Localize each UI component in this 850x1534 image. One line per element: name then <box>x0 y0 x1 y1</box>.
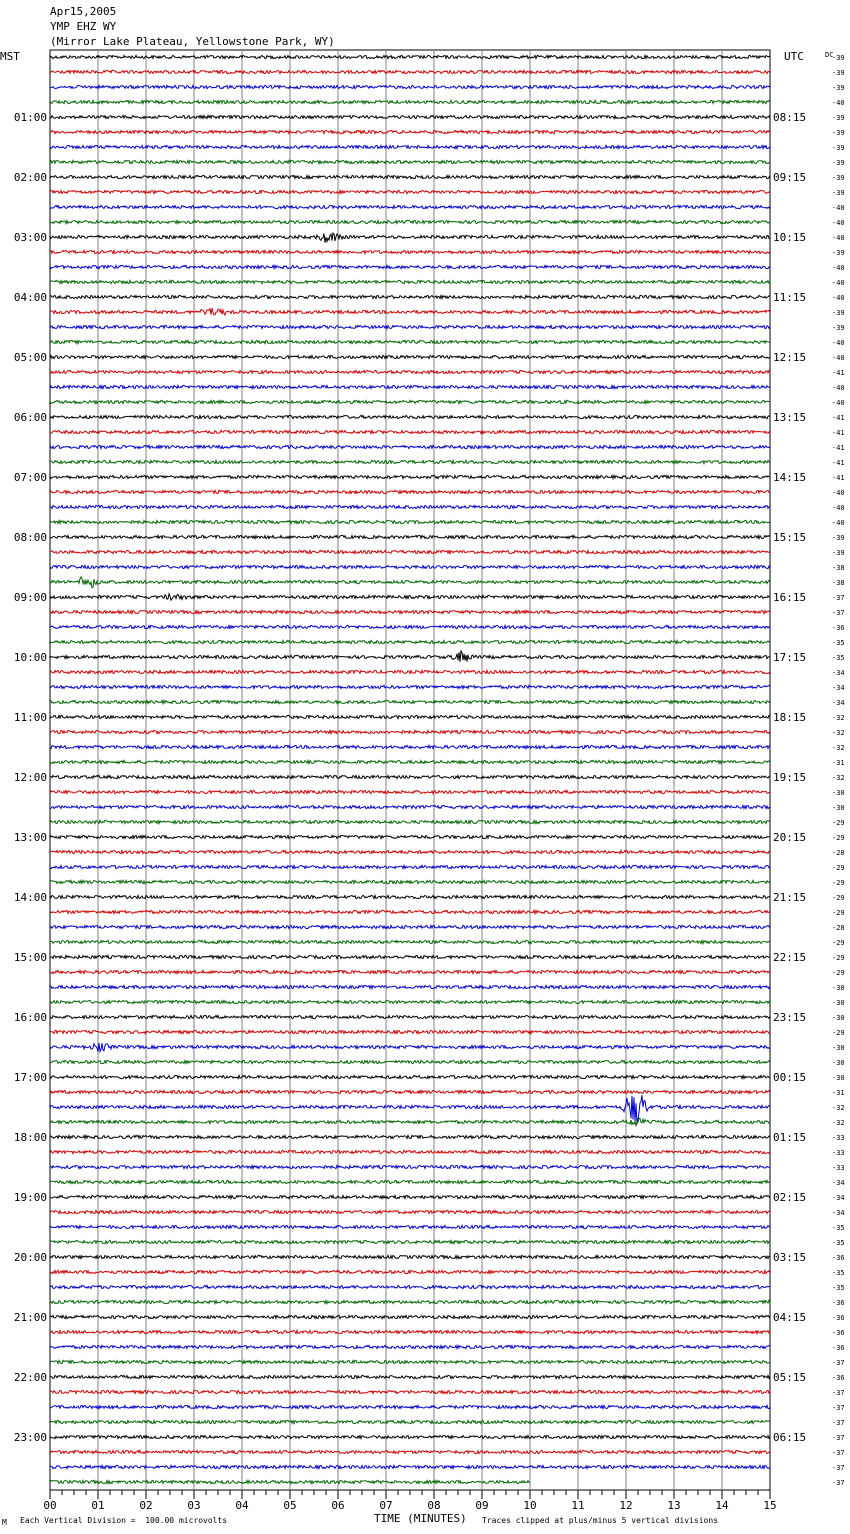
seismic-trace <box>50 70 770 73</box>
seismic-trace <box>50 565 770 568</box>
x-tick-label: 12 <box>619 1499 633 1512</box>
seismic-trace <box>50 130 770 133</box>
mst-hour-label: 01:00 <box>13 111 47 124</box>
dc-offset-label: -29 <box>832 954 845 962</box>
mst-hour-label: 13:00 <box>13 831 47 844</box>
seismic-trace <box>50 1390 770 1393</box>
seismic-trace <box>50 475 770 478</box>
dc-offset-label: -40 <box>832 234 845 242</box>
mst-hour-label: 20:00 <box>13 1251 47 1264</box>
dc-offset-label: -35 <box>832 1224 845 1232</box>
seismic-trace <box>50 910 770 913</box>
dc-offset-label: -37 <box>832 609 845 617</box>
mst-hour-label: 06:00 <box>13 411 47 424</box>
seismic-trace <box>50 1300 770 1303</box>
corner-mark: M <box>2 1518 7 1527</box>
seismic-trace <box>50 594 770 600</box>
seismic-trace <box>50 760 770 763</box>
utc-hour-label: 14:15 <box>773 471 807 484</box>
dc-offset-label: -29 <box>832 834 845 842</box>
dc-offset-label: -39 <box>832 534 845 542</box>
seismic-trace <box>50 1165 770 1168</box>
dc-offset-label: -40 <box>832 204 845 212</box>
dc-offset-label: -34 <box>832 699 845 707</box>
seismic-trace <box>50 1375 770 1378</box>
x-tick-label: 08 <box>427 1499 441 1512</box>
dc-offset-label: -40 <box>832 399 845 407</box>
seismic-trace <box>50 835 770 838</box>
dc-offset-label: -41 <box>832 369 845 377</box>
dc-offset-label: -41 <box>832 474 845 482</box>
seismic-trace <box>50 1240 770 1243</box>
dc-offset-label: -40 <box>832 294 845 302</box>
seismic-trace <box>50 880 770 883</box>
seismic-trace <box>50 85 770 88</box>
dc-offset-label: -37 <box>832 1479 845 1487</box>
x-tick-label: 01 <box>91 1499 105 1512</box>
seismic-trace <box>50 190 770 193</box>
seismic-trace <box>50 250 770 253</box>
seismic-trace <box>50 1000 770 1003</box>
utc-hour-label: 08:15 <box>773 111 807 124</box>
seismic-trace <box>50 1360 770 1363</box>
dc-offset-label: -40 <box>832 519 845 527</box>
dc-offset-label: -36 <box>832 1299 845 1307</box>
seismic-trace <box>50 1015 770 1018</box>
seismic-trace <box>50 115 770 118</box>
seismic-trace <box>50 460 770 463</box>
seismic-trace <box>50 430 770 433</box>
mst-hour-label: 21:00 <box>13 1311 47 1324</box>
seismic-trace <box>50 160 770 163</box>
seismic-trace <box>50 1118 770 1126</box>
dc-offset-label: -37 <box>832 594 845 602</box>
seismic-trace <box>50 850 770 853</box>
dc-offset-label: -39 <box>832 69 845 77</box>
x-tick-label: 14 <box>715 1499 729 1512</box>
utc-hour-label: 04:15 <box>773 1311 807 1324</box>
dc-offset-label: -28 <box>832 924 845 932</box>
dc-offset-label: -41 <box>832 444 845 452</box>
dc-offset-label: -40 <box>832 489 845 497</box>
seismic-trace <box>50 1420 770 1423</box>
mst-hour-label: 04:00 <box>13 291 47 304</box>
mst-hour-label: 23:00 <box>13 1431 47 1444</box>
mst-hour-label: 19:00 <box>13 1191 47 1204</box>
dc-offset-label: -40 <box>832 384 845 392</box>
seismic-trace <box>50 340 770 343</box>
utc-hour-label: 15:15 <box>773 531 807 544</box>
utc-hour-label: 00:15 <box>773 1071 807 1084</box>
utc-hour-label: 12:15 <box>773 351 807 364</box>
seismic-trace <box>50 1210 770 1213</box>
seismic-trace <box>50 445 770 448</box>
dc-offset-label: -28 <box>832 849 845 857</box>
dc-offset-label: -40 <box>832 354 845 362</box>
seismic-trace <box>50 520 770 523</box>
seismic-trace <box>50 925 770 928</box>
dc-offset-label: -36 <box>832 624 845 632</box>
dc-offset-label: -37 <box>832 1404 845 1412</box>
x-tick-label: 10 <box>523 1499 537 1512</box>
dc-offset-label: -36 <box>832 1254 845 1262</box>
dc-offset-label: -31 <box>832 759 845 767</box>
dc-offset-label: -39 <box>832 549 845 557</box>
dc-offset-label: -32 <box>832 1104 845 1112</box>
seismic-trace <box>50 308 770 315</box>
seismic-trace <box>50 505 770 508</box>
utc-hour-label: 21:15 <box>773 891 807 904</box>
dc-offset-label: -35 <box>832 1284 845 1292</box>
dc-offset-label: -35 <box>832 1269 845 1277</box>
seismic-trace <box>50 550 770 553</box>
dc-offset-label: -38 <box>832 579 845 587</box>
x-axis-title: TIME (MINUTES) <box>374 1512 467 1525</box>
dc-header-label: DC <box>825 51 834 59</box>
utc-hour-label: 11:15 <box>773 291 807 304</box>
seismic-trace <box>50 1090 770 1093</box>
seismic-trace <box>50 385 770 388</box>
seismic-trace <box>50 280 770 283</box>
seismic-trace <box>50 100 770 103</box>
mst-hour-label: 14:00 <box>13 891 47 904</box>
dc-offset-label: -30 <box>832 984 845 992</box>
dc-offset-label: -37 <box>832 1389 845 1397</box>
dc-offset-label: -35 <box>832 639 845 647</box>
dc-offset-label: -30 <box>832 1014 845 1022</box>
utc-hour-label: 18:15 <box>773 711 807 724</box>
seismic-trace <box>50 685 770 688</box>
seismic-trace <box>50 865 770 868</box>
dc-offset-label: -37 <box>832 1449 845 1457</box>
dc-offset-label: -34 <box>832 669 845 677</box>
utc-hour-label: 16:15 <box>773 591 807 604</box>
seismic-trace <box>50 640 770 643</box>
dc-offset-label: -40 <box>832 504 845 512</box>
utc-hour-label: 20:15 <box>773 831 807 844</box>
seismic-trace <box>50 490 770 493</box>
x-tick-label: 06 <box>331 1499 345 1512</box>
seismic-trace <box>50 715 770 718</box>
x-tick-label: 07 <box>379 1499 393 1512</box>
utc-hour-label: 03:15 <box>773 1251 807 1264</box>
dc-offset-label: -30 <box>832 804 845 812</box>
seismic-trace <box>50 577 770 588</box>
scale-note: Each Vertical Division = 100.00 microvolts <box>20 1516 228 1525</box>
dc-offset-label: -29 <box>832 894 845 902</box>
seismic-trace <box>50 1255 770 1258</box>
dc-offset-label: -29 <box>832 969 845 977</box>
seismic-trace <box>50 1150 770 1153</box>
seismic-trace <box>50 940 770 943</box>
station-code: YMP EHZ WY <box>50 20 117 33</box>
seismic-trace <box>50 1060 770 1063</box>
seismic-trace <box>50 1225 770 1228</box>
seismic-trace <box>50 233 770 243</box>
right-timezone-label: UTC <box>784 50 804 63</box>
dc-offset-label: -40 <box>832 219 845 227</box>
dc-offset-label: -39 <box>832 309 845 317</box>
seismic-trace <box>50 205 770 208</box>
seismic-trace <box>50 145 770 148</box>
dc-offset-label: -33 <box>832 1134 845 1142</box>
mst-hour-label: 05:00 <box>13 351 47 364</box>
mst-hour-label: 15:00 <box>13 951 47 964</box>
plot-date: Apr15,2005 <box>50 5 117 18</box>
dc-offset-label: -37 <box>832 1359 845 1367</box>
dc-offset-label: -30 <box>832 789 845 797</box>
dc-offset-label: -36 <box>832 1314 845 1322</box>
dc-offset-label: -32 <box>832 1119 845 1127</box>
seismic-trace <box>50 1135 770 1138</box>
dc-offset-label: -29 <box>832 939 845 947</box>
seismic-trace <box>50 1315 770 1318</box>
mst-hour-label: 09:00 <box>13 591 47 604</box>
dc-offset-label: -41 <box>832 429 845 437</box>
utc-hour-label: 01:15 <box>773 1131 807 1144</box>
x-tick-label: 03 <box>187 1499 201 1512</box>
dc-offset-label: -40 <box>832 279 845 287</box>
seismic-trace <box>50 400 770 403</box>
dc-offset-label: -37 <box>832 1434 845 1442</box>
mst-hour-label: 16:00 <box>13 1011 47 1024</box>
dc-offset-label: -38 <box>832 564 845 572</box>
seismic-trace <box>50 1285 770 1288</box>
mst-hour-label: 17:00 <box>13 1071 47 1084</box>
utc-hour-label: 02:15 <box>773 1191 807 1204</box>
seismic-trace <box>50 1330 770 1333</box>
dc-offset-label: -30 <box>832 1074 845 1082</box>
utc-hour-label: 17:15 <box>773 651 807 664</box>
seismic-trace <box>50 1465 770 1468</box>
dc-offset-label: -29 <box>832 864 845 872</box>
mst-hour-label: 22:00 <box>13 1371 47 1384</box>
dc-offset-label: -37 <box>832 1464 845 1472</box>
x-tick-label: 04 <box>235 1499 249 1512</box>
dc-offset-label: -35 <box>832 1239 845 1247</box>
dc-offset-label: -39 <box>832 129 845 137</box>
mst-hour-label: 12:00 <box>13 771 47 784</box>
left-timezone-label: MST <box>0 50 20 63</box>
seismic-trace <box>50 970 770 973</box>
dc-offset-label: -41 <box>832 459 845 467</box>
dc-offset-label: -39 <box>832 174 845 182</box>
mst-hour-label: 08:00 <box>13 531 47 544</box>
dc-offset-label: -34 <box>832 1194 845 1202</box>
seismic-trace <box>50 370 770 373</box>
seismic-trace <box>50 1075 770 1078</box>
mst-hour-label: 10:00 <box>13 651 47 664</box>
dc-offset-label: -32 <box>832 774 845 782</box>
seismic-trace <box>50 730 770 733</box>
mst-hour-label: 03:00 <box>13 231 47 244</box>
mst-hour-label: 02:00 <box>13 171 47 184</box>
seismic-trace <box>50 1030 770 1033</box>
seismic-trace <box>50 325 770 328</box>
dc-offset-label: -32 <box>832 729 845 737</box>
seismic-trace <box>50 651 770 662</box>
seismic-trace <box>50 895 770 898</box>
dc-offset-label: -35 <box>832 654 845 662</box>
seismic-trace <box>50 790 770 793</box>
seismic-trace <box>50 1270 770 1273</box>
clip-note: Traces clipped at plus/minus 5 vertical divisions <box>482 1516 719 1525</box>
dc-offset-label: -36 <box>832 1344 845 1352</box>
x-tick-label: 15 <box>763 1499 777 1512</box>
seismic-trace <box>50 1180 770 1183</box>
seismic-trace <box>50 295 770 298</box>
seismic-trace <box>50 805 770 808</box>
seismic-trace <box>50 1195 770 1198</box>
dc-offset-label: -39 <box>832 324 845 332</box>
seismic-trace <box>50 1043 770 1052</box>
utc-hour-label: 10:15 <box>773 231 807 244</box>
dc-offset-label: -34 <box>832 1209 845 1217</box>
dc-offset-label: -29 <box>832 909 845 917</box>
dc-offset-label: -30 <box>832 999 845 1007</box>
x-tick-label: 09 <box>475 1499 489 1512</box>
dc-offset-label: -41 <box>832 414 845 422</box>
seismic-trace <box>50 1405 770 1408</box>
dc-offset-label: -39 <box>832 249 845 257</box>
x-tick-label: 02 <box>139 1499 153 1512</box>
seismic-trace <box>50 670 770 673</box>
dc-offset-label: -33 <box>832 1149 845 1157</box>
mst-hour-label: 07:00 <box>13 471 47 484</box>
seismic-trace <box>50 1450 770 1453</box>
seismic-trace <box>50 220 770 223</box>
utc-hour-label: 22:15 <box>773 951 807 964</box>
mst-hour-label: 11:00 <box>13 711 47 724</box>
seismic-trace <box>50 625 770 628</box>
utc-hour-label: 06:15 <box>773 1431 807 1444</box>
utc-hour-label: 05:15 <box>773 1371 807 1384</box>
seismic-trace <box>50 535 770 538</box>
utc-hour-label: 13:15 <box>773 411 807 424</box>
dc-offset-label: -29 <box>832 819 845 827</box>
seismic-trace <box>50 1095 770 1124</box>
dc-offset-label: -30 <box>832 1059 845 1067</box>
dc-offset-label: -30 <box>832 1044 845 1052</box>
dc-offset-label: -32 <box>832 714 845 722</box>
dc-offset-label: -32 <box>832 744 845 752</box>
station-location: (Mirror Lake Plateau, Yellowstone Park, WY) <box>50 35 335 48</box>
dc-offset-label: -40 <box>832 264 845 272</box>
dc-offset-label: -39 <box>832 159 845 167</box>
utc-hour-label: 19:15 <box>773 771 807 784</box>
seismic-trace <box>50 745 770 748</box>
dc-offset-label: -39 <box>832 144 845 152</box>
x-tick-label: 13 <box>667 1499 681 1512</box>
dc-offset-label: -39 <box>832 189 845 197</box>
seismic-trace <box>50 985 770 988</box>
seismic-trace <box>50 775 770 778</box>
mst-hour-label: 18:00 <box>13 1131 47 1144</box>
dc-offset-label: -31 <box>832 1089 845 1097</box>
seismic-trace <box>50 955 770 958</box>
dc-offset-label: -39 <box>832 54 845 62</box>
dc-offset-label: -36 <box>832 1374 845 1382</box>
seismic-trace <box>50 265 770 268</box>
utc-hour-label: 09:15 <box>773 171 807 184</box>
dc-offset-label: -29 <box>832 879 845 887</box>
seismic-trace <box>50 820 770 823</box>
seismic-trace <box>50 175 770 178</box>
seismic-trace <box>50 1435 770 1438</box>
dc-offset-label: -33 <box>832 1164 845 1172</box>
dc-offset-label: -36 <box>832 1329 845 1337</box>
dc-offset-label: -40 <box>832 99 845 107</box>
dc-offset-label: -39 <box>832 114 845 122</box>
dc-offset-label: -34 <box>832 684 845 692</box>
dc-offset-label: -37 <box>832 1419 845 1427</box>
x-tick-label: 11 <box>571 1499 585 1512</box>
seismic-trace <box>50 355 770 358</box>
seismic-trace <box>50 55 770 58</box>
seismic-trace <box>50 1345 770 1348</box>
dc-offset-label: -34 <box>832 1179 845 1187</box>
seismic-trace <box>50 700 770 703</box>
dc-offset-label: -40 <box>832 339 845 347</box>
dc-offset-label: -29 <box>832 1029 845 1037</box>
x-tick-label: 05 <box>283 1499 297 1512</box>
utc-hour-label: 23:15 <box>773 1011 807 1024</box>
seismic-trace <box>50 610 770 613</box>
dc-offset-label: -39 <box>832 84 845 92</box>
x-tick-label: 00 <box>43 1499 57 1512</box>
seismic-trace <box>50 415 770 418</box>
